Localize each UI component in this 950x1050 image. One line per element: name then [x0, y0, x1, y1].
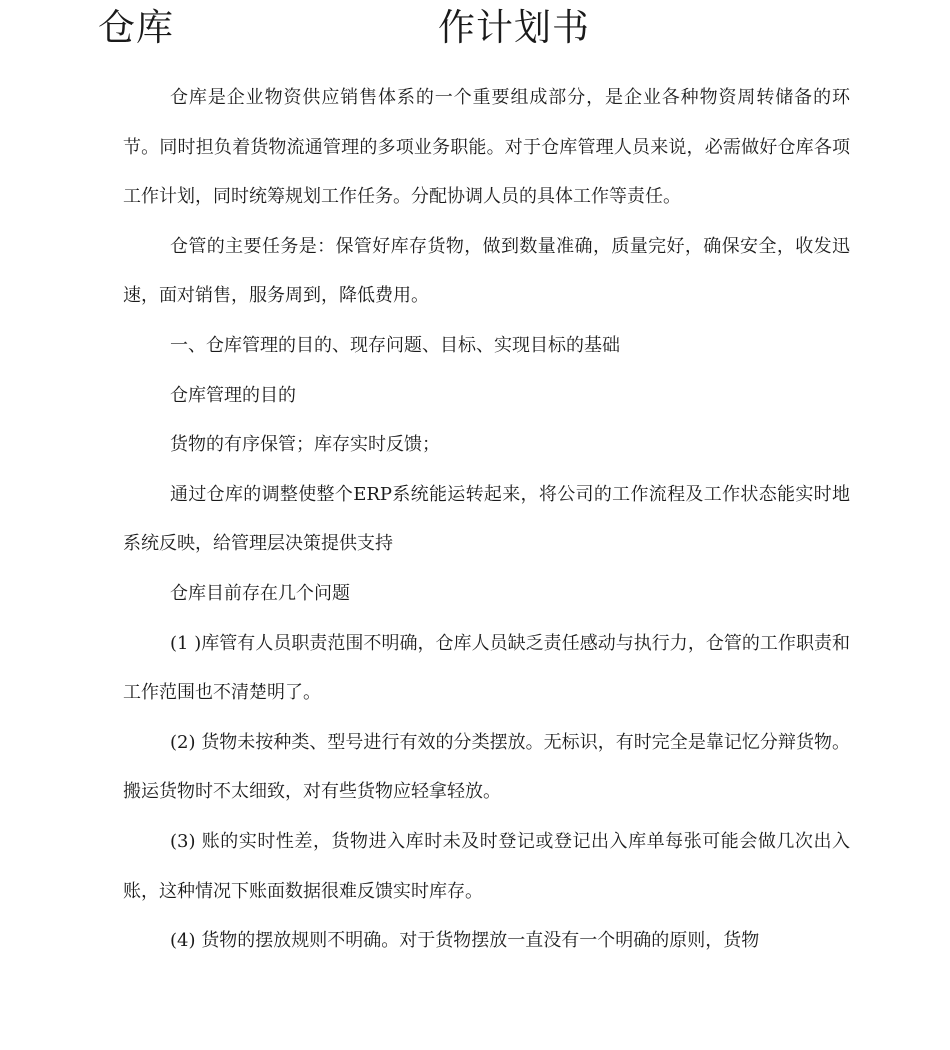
paragraph-main-task: 仓管的主要任务是：保管好库存货物，做到数量准确，质量完好，确保安全，收发迅速，面对销售，服务周到，降低费用。	[123, 235, 850, 307]
problem-item-4: (4) 货物的摆放规则不明确。对于货物摆放一直没有一个明确的原则，货物	[170, 930, 760, 952]
problem-item-1: (1 )库管有人员职责范围不明确，仓库人员缺乏责任感动与执行力，仓管的工作职责和工作范围也不清楚明了。	[123, 632, 850, 704]
paragraph-erp: 通过仓库的调整使整个ERP系统能运转起来，将公司的工作流程及工作状态能实时地系统反映，给管理层决策提供支持	[123, 483, 850, 555]
problem-item-2: (2) 货物未按种类、型号进行有效的分类摆放。无标识，有时完全是靠记忆分辩货物。搬运货物时不太细致，对有些货物应轻拿轻放。	[123, 731, 850, 803]
document-title	[0, 4, 950, 54]
subheading-problems: 仓库目前存在几个问题	[170, 582, 350, 604]
purpose-summary: 货物的有序保管；库存实时反馈；	[170, 434, 440, 456]
title-left: 仓库	[98, 6, 174, 49]
section-heading-1: 一、仓库管理的目的、现存问题、目标、实现目标的基础	[170, 334, 620, 356]
title-right: 作计划书	[438, 6, 590, 49]
paragraph-intro: 仓库是企业物资供应销售体系的一个重要组成部分，是企业各种物资周转储备的环节。同时担负着货物流通管理的多项业务职能。对于仓库管理人员来说，必需做好仓库各项工作计划，同时统筹规划工作任务。分配协调人员的具体工作等责任。	[123, 87, 850, 208]
document-body	[123, 73, 850, 966]
subheading-purpose: 仓库管理的目的	[170, 384, 296, 406]
problem-item-3: (3) 账的实时性差，货物进入库时未及时登记或登记出入库单每张可能会做几次出入账，这种情况下账面数据很难反馈实时库存。	[123, 830, 850, 902]
